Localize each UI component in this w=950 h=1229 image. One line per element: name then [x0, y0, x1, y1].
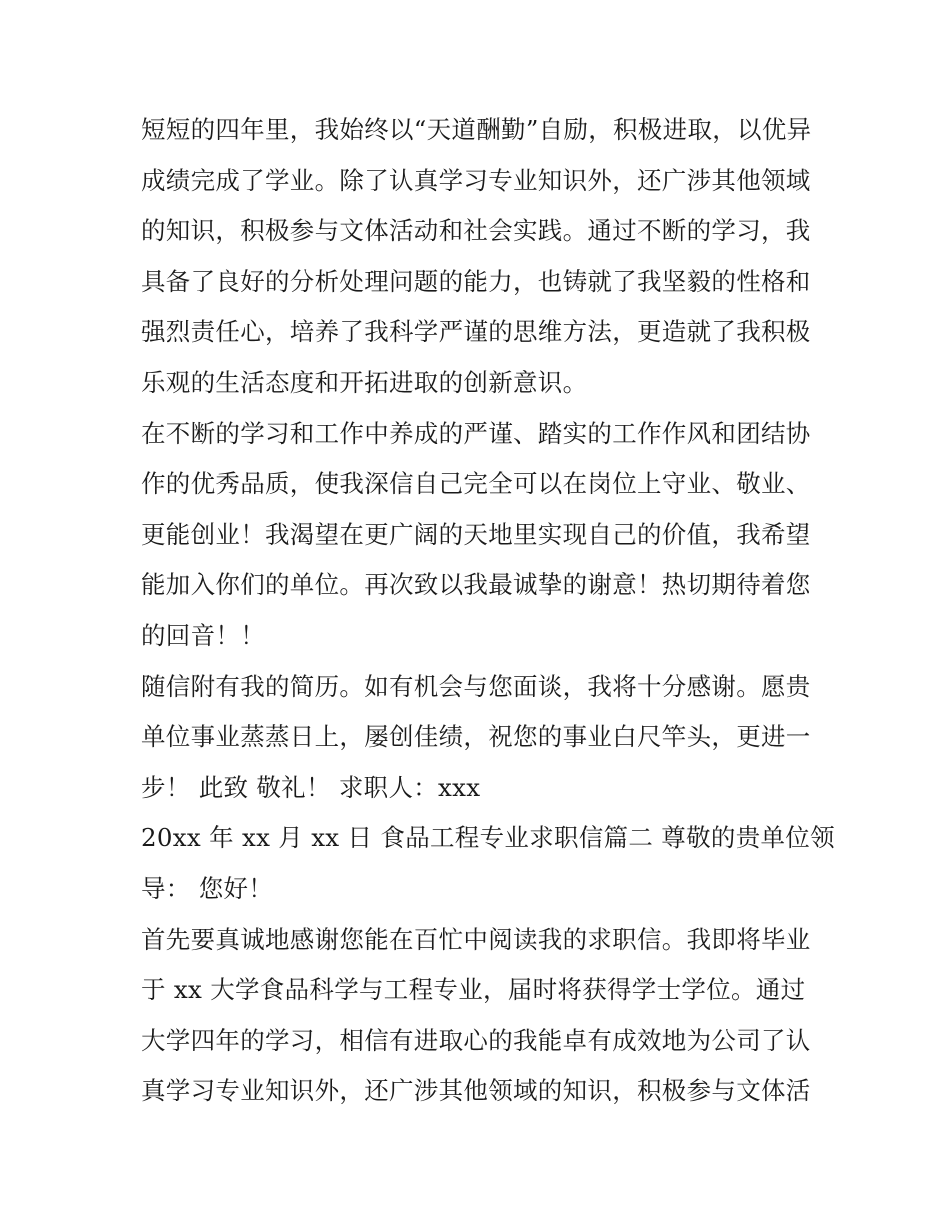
text-line: 乐观的生活态度和开拓进取的创新意识。: [141, 367, 588, 397]
text-line: 在不断的学习和工作中养成的严谨、踏实的工作作风和团结协: [141, 418, 811, 448]
body-text: [141, 105, 835, 1117]
text-line: 具备了良好的分析处理问题的能力，也铸就了我坚毅的性格和: [141, 266, 811, 296]
text-line: 短短的四年里，我始终以“天道酬勤”自励，积极进取，以优异: [141, 115, 812, 144]
text-line: 大学四年的学习，相信有进取心的我能卓有成效地为公司了认: [141, 1025, 811, 1055]
text-line: 的回音！！: [141, 620, 265, 650]
text-line: 20xx 年 xx 月 xx 日 食品工程专业求职信篇二 尊敬的贵单位领: [141, 823, 835, 853]
text-line: 成绩完成了学业。除了认真学习专业知识外，还广涉其他领域: [141, 165, 811, 195]
text-line: 步！ 此致 敬礼！ 求职人：xxx: [141, 772, 481, 802]
text-line: 首先要真诚地感谢您能在百忙中阅读我的求职信。我即将毕业: [141, 924, 811, 954]
text-line: 于 xx 大学食品科学与工程专业，届时将获得学士学位。通过: [141, 975, 806, 1005]
text-line: 能加入你们的单位。再次致以我最诚挚的谢意！热切期待着您: [141, 570, 811, 600]
text-line: 导： 您好！: [141, 873, 274, 903]
text-line: 真学习专业知识外，还广涉其他领域的知识，积极参与文体活: [141, 1076, 811, 1106]
text-line: 更能创业！我渴望在更广阔的天地里实现自己的价值，我希望: [141, 519, 811, 549]
text-line: 的知识，积极参与文体活动和社会实践。通过不断的学习，我: [141, 216, 811, 246]
text-line: 随信附有我的简历。如有机会与您面谈，我将十分感谢。愿贵: [141, 671, 811, 701]
text-line: 强烈责任心，培养了我科学严谨的思维方法，更造就了我积极: [141, 317, 811, 347]
text-line: 单位事业蒸蒸日上，屡创佳绩，祝您的事业白尺竿头，更进一: [141, 722, 811, 752]
text-line: 作的优秀品质，使我深信自己完全可以在岗位上守业、敬业、: [141, 469, 811, 499]
